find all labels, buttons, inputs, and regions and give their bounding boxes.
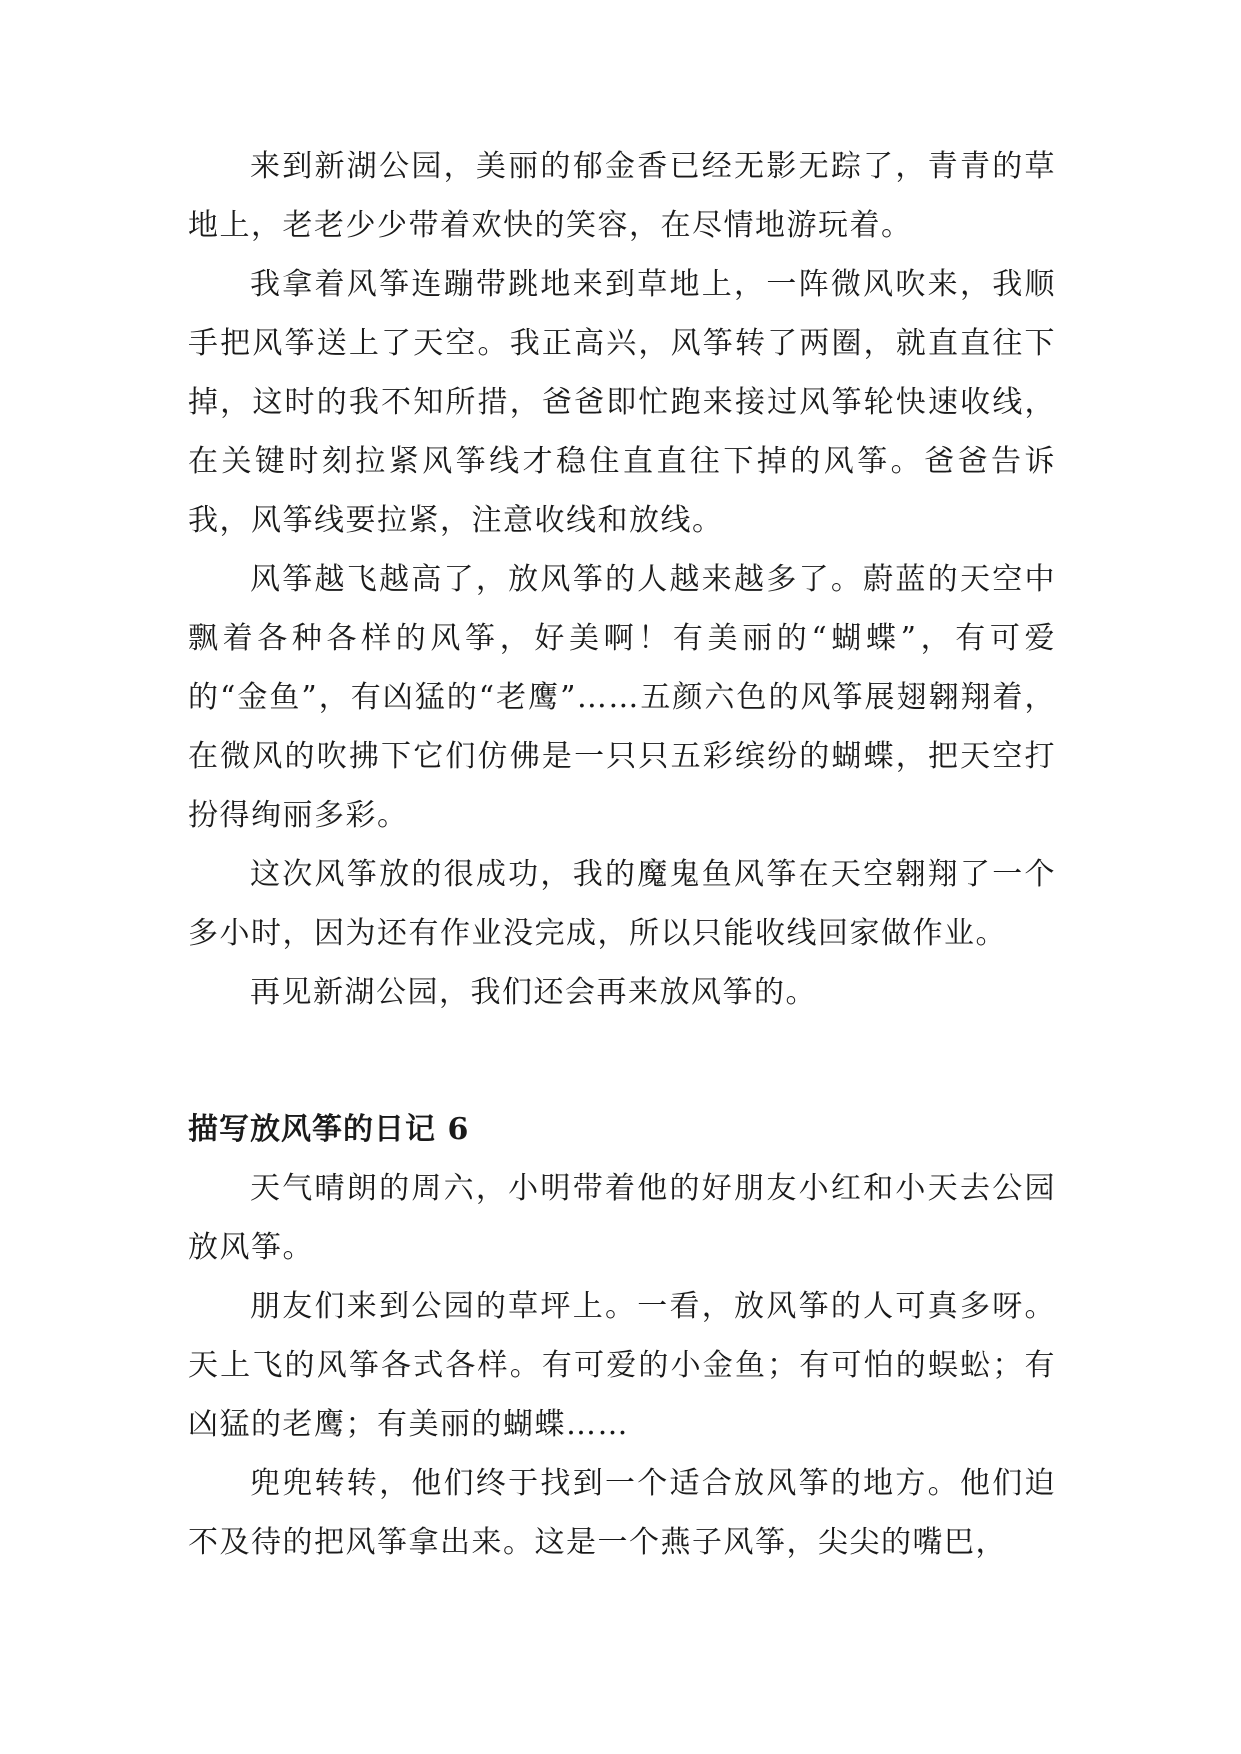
section-title: 描写放风筝的日记 6	[188, 1112, 470, 1147]
paragraph: 朋友们来到公园的草坪上。一看，放风筝的人可真多呀。天上飞的风筝各式各样。有可爱的小金鱼；有可怕的蜈蚣；有凶猛的老鹰；有美丽的蝴蝶……	[188, 1289, 1056, 1442]
paragraph: 天气晴朗的周六，小明带着他的好朋友小红和小天去公园放风筝。	[188, 1171, 1056, 1265]
paragraph: 来到新湖公园，美丽的郁金香已经无影无踪了，青青的草地上，老老少少带着欢快的笑容，在尽情地游玩着。	[188, 149, 1056, 243]
paragraph: 我拿着风筝连蹦带跳地来到草地上，一阵微风吹来，我顺手把风筝送上了天空。我正高兴，风筝转了两圈，就直直往下掉，这时的我不知所措，爸爸即忙跑来接过风筝轮快速收线，在关键时刻拉紧风筝线才稳住直直往下掉的风筝。爸爸告诉我，风筝线要拉紧，注意收线和放线。	[188, 267, 1056, 538]
paragraph: 再见新湖公园，我们还会再来放风筝的。	[250, 975, 817, 1010]
paragraph: 风筝越飞越高了，放风筝的人越来越多了。蔚蓝的天空中飘着各种各样的风筝，好美啊！有美丽的“蝴蝶”，有可爱的“金鱼”，有凶猛的“老鹰”……五颜六色的风筝展翅翱翔着，在微风的吹拂下它们仿佛是一只只五彩缤纷的蝴蝶，把天空打扮得绚丽多彩。	[188, 562, 1056, 833]
paragraph: 兜兜转转，他们终于找到一个适合放风筝的地方。他们迫不及待的把风筝拿出来。这是一个燕子风筝，尖尖的嘴巴，	[188, 1466, 1056, 1560]
paragraph: 这次风筝放的很成功，我的魔鬼鱼风筝在天空翱翔了一个多小时，因为还有作业没完成，所以只能收线回家做作业。	[188, 857, 1056, 951]
